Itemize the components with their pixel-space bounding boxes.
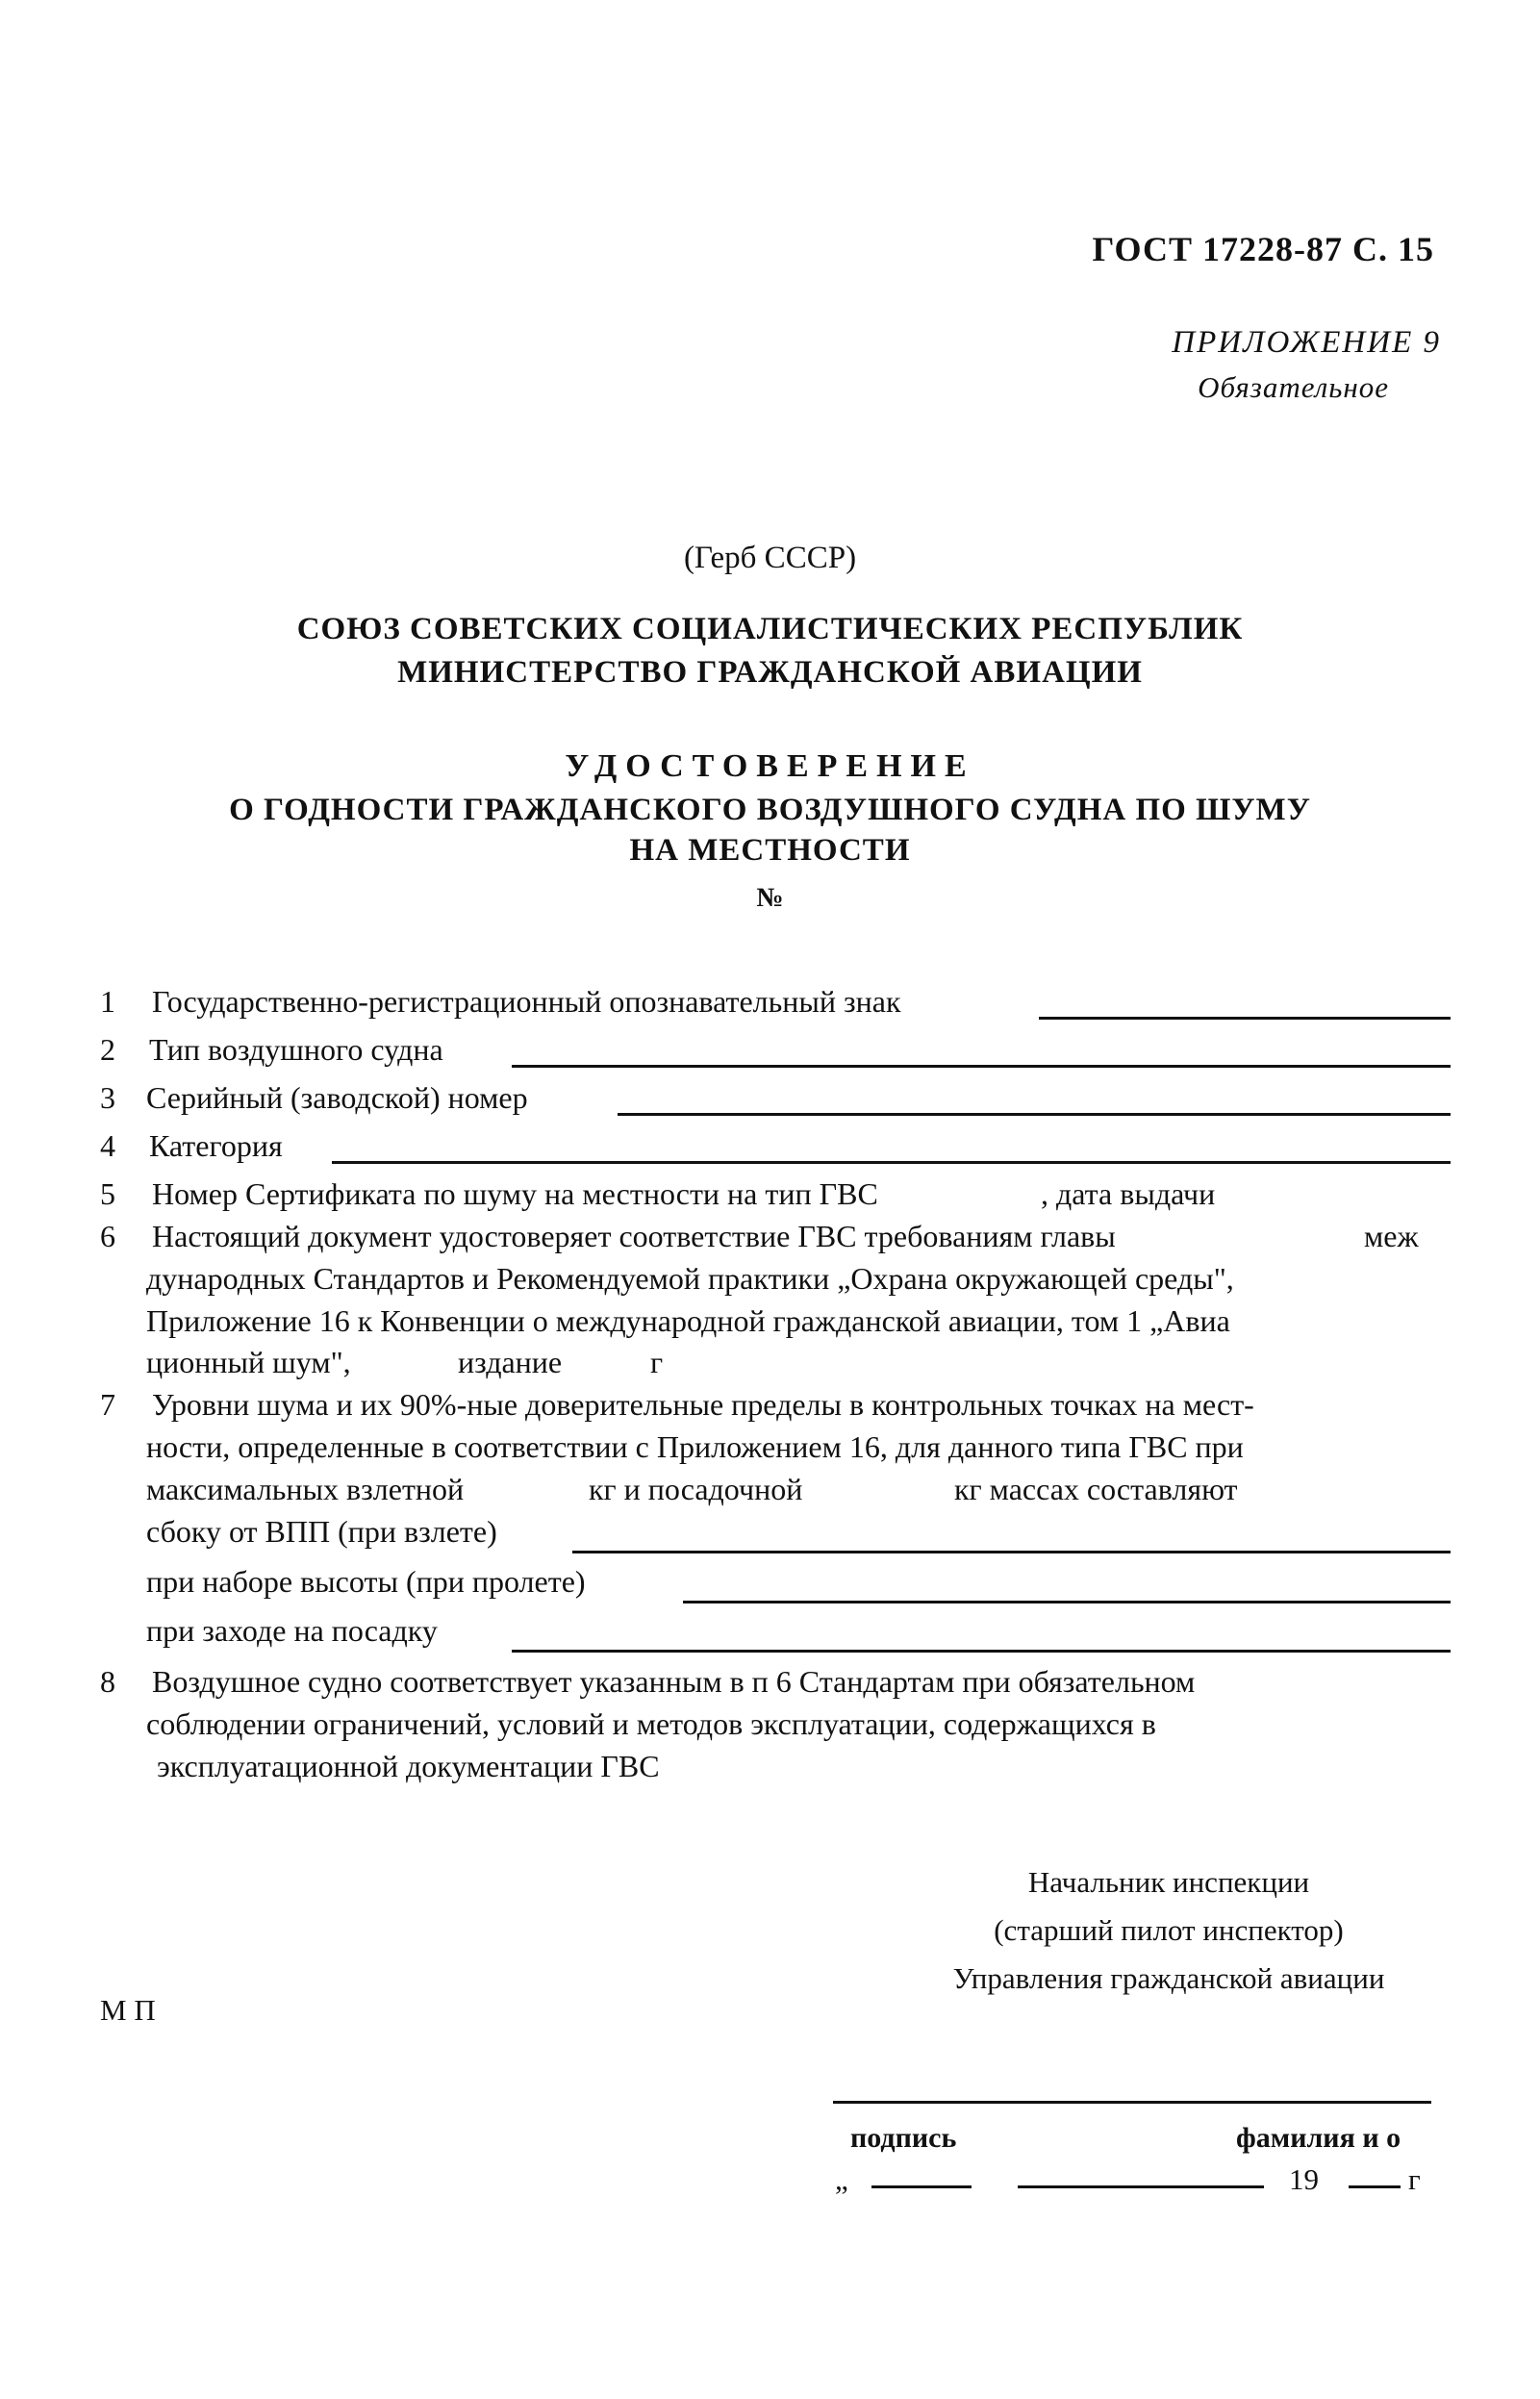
signature-label: подпись [850, 2122, 957, 2154]
date-century: 19 [1289, 2162, 1319, 2196]
item-8-line-2: соблюдении ограничений, условий и методов эксплуатации, содержащихся в [146, 1706, 1156, 1741]
certificate-subtitle-2: НА МЕСТНОСТИ [629, 833, 911, 868]
approach-noise-field[interactable] [512, 1650, 1451, 1653]
aircraft-type-field[interactable] [512, 1065, 1451, 1068]
registration-mark-field[interactable] [1039, 1017, 1451, 1020]
certificate-number-sign: № [756, 883, 784, 913]
item-6-year-suffix: г [650, 1345, 664, 1379]
sideline-noise-field[interactable] [572, 1551, 1451, 1553]
item-8-line-1: Воздушное судно соответствует указанным в п 6 Стандартам при обязательном [152, 1664, 1196, 1699]
serial-number-field[interactable] [618, 1113, 1451, 1116]
item-5-date-label: , дата выдачи [1041, 1176, 1216, 1211]
item-7-number: 7 [100, 1387, 115, 1422]
date-day-field[interactable] [871, 2185, 972, 2188]
item-7-field-sideline [0, 1514, 1540, 1556]
appendix-status: Обязательное [1198, 370, 1389, 404]
item-7-line-2: ности, определенные в соответствии с Приложением 16, для данного типа ГВС при [146, 1429, 1244, 1464]
appendix-number: ПРИЛОЖЕНИЕ 9 [1172, 325, 1441, 360]
item-4 [0, 1128, 1540, 1171]
item-6-line-3: Приложение 16 к Конвенции о международной гражданской авиации, том 1 „Авиа [146, 1303, 1230, 1338]
item-7-field-flyover [0, 1564, 1540, 1606]
signatory-organization: Управления гражданской авиации [952, 1961, 1385, 1995]
signatory-title: Начальник инспекции [1027, 1865, 1310, 1899]
item-8-line-3: эксплуатационной документации ГВС [157, 1749, 660, 1783]
item-6-line-1-end: меж [1364, 1219, 1419, 1253]
sideline-label: сбоку от ВПП (при взлете) [146, 1514, 497, 1549]
date-month-field[interactable] [1018, 2185, 1264, 2188]
item-1-number: 1 [100, 984, 115, 1019]
stamp-place: М П [100, 1993, 156, 2027]
item-7-line-1: Уровни шума и их 90%-ные доверительные пределы в контрольных точках на мест- [152, 1387, 1254, 1422]
item-2 [0, 1032, 1540, 1074]
item-7-field-approach [0, 1613, 1540, 1655]
certificate-title: УДОСТОВЕРЕНИЕ [565, 748, 975, 784]
item-7-takeoff-mass-unit: кг и посадочной [589, 1472, 803, 1506]
emblem-caption: (Герб СССР) [683, 541, 857, 575]
signature-field[interactable] [833, 2101, 1431, 2104]
name-initials-label: фамилия и о [1236, 2122, 1401, 2154]
flyover-noise-field[interactable] [683, 1601, 1451, 1604]
item-5-label: Номер Сертификата по шуму на местности на тип ГВС [152, 1176, 878, 1211]
document-reference: ГОСТ 17228-87 С. 15 [1092, 230, 1434, 268]
certificate-subtitle-1: О ГОДНОСТИ ГРАЖДАНСКОГО ВОЗДУШНОГО СУДНА ПО ШУМУ [229, 793, 1311, 827]
date-year-field[interactable] [1349, 2185, 1401, 2188]
approach-label: при заходе на посадку [146, 1613, 438, 1648]
item-7-line-3: максимальных взлетной [146, 1472, 465, 1506]
item-3-label: Серийный (заводской) номер [146, 1080, 528, 1115]
date-open-quote: „ [835, 2162, 848, 2196]
item-3-number: 3 [100, 1080, 115, 1115]
item-6-line-1: Настоящий документ удостоверяет соответствие ГВС требованиям главы [152, 1219, 1116, 1253]
item-6-number: 6 [100, 1219, 115, 1253]
item-5 [0, 1176, 1540, 1219]
item-4-number: 4 [100, 1128, 115, 1163]
flyover-label: при наборе высоты (при пролете) [146, 1564, 586, 1599]
signatory-block [899, 1858, 1438, 2003]
item-8-number: 8 [100, 1664, 115, 1699]
item-2-number: 2 [100, 1032, 115, 1067]
item-6-line-4: ционный шум", [146, 1345, 351, 1379]
item-6-edition-label: издание [458, 1345, 563, 1379]
issuer-country: СОЮЗ СОВЕТСКИХ СОЦИАЛИСТИЧЕСКИХ РЕСПУБЛИК [296, 612, 1244, 646]
item-7-landing-mass-unit: кг массах составляют [954, 1472, 1238, 1506]
item-6-line-2 [146, 1261, 1451, 1297]
item-6-line-2-text [146, 1261, 1451, 1297]
item-4-label: Категория [149, 1128, 283, 1163]
category-field[interactable] [332, 1161, 1451, 1164]
item-1-label: Государственно-регистрационный опознавательный знак [152, 984, 901, 1019]
item-5-number: 5 [100, 1176, 115, 1211]
date-year-suffix: г [1408, 2162, 1421, 2196]
item-2-label: Тип воздушного судна [149, 1032, 443, 1067]
item-1 [0, 984, 1540, 1026]
item-3 [0, 1080, 1540, 1123]
issuer-ministry: МИНИСТЕРСТВО ГРАЖДАНСКОЙ АВИАЦИИ [397, 655, 1143, 690]
signatory-role: (старший пилот инспектор) [994, 1913, 1344, 1947]
item-6-line-2-content: дународных Стандартов и Рекомендуемой практики „Охрана окружающей среды", [146, 1261, 1234, 1296]
